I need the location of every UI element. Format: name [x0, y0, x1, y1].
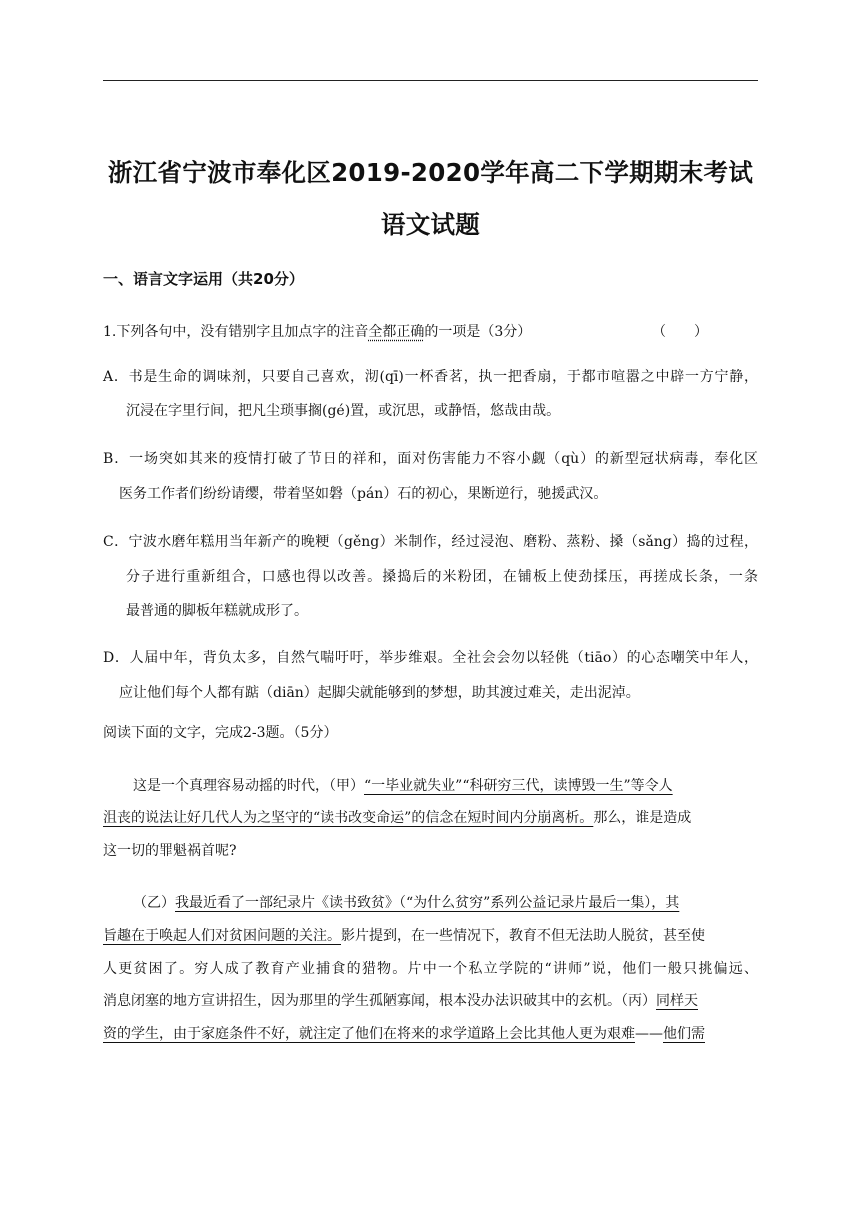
- reading-instructions: 阅读下面的文字，完成2-3题。（5分）: [103, 725, 338, 741]
- option-c-line-1: C．宁波水磨年糕用当年新产的晚粳（gěng）米制作，经过浸泡、磨粉、蒸粉、搡（sǎng）捣的过程，: [103, 534, 758, 550]
- passage-p1-line-1: 这是一个真理容易动摇的时代，（甲）“一毕业就失业”“科研穷三代，读博毁一生”等令人: [133, 778, 673, 794]
- emphasis-dots: 全都正确: [368, 324, 425, 340]
- passage-p2-line-5: 资的学生，由于家庭条件不好，就注定了他们在将来的求学道路上会比其他人更为艰难——他们需: [103, 1026, 705, 1042]
- header-rule: [103, 80, 758, 81]
- passage-p2-line-4: 消息闭塞的地方宣讲招生，因为那里的学生孤陋寡闻，根本没办法识破其中的玄机。（丙）同样天: [103, 993, 698, 1009]
- exam-title: 浙江省宁波市奉化区2019-2020学年高二下学期期末考试: [107, 158, 754, 187]
- option-c-line-2: 分子进行重新组合，口感也得以改善。搡捣后的米粉团，在铺板上使劲揉压，再搓成长条，一条: [126, 569, 758, 585]
- option-c-line-3: 最普通的脚板年糕就成形了。: [126, 603, 308, 619]
- section-heading: 一、语言文字运用（共20分）: [103, 270, 304, 288]
- passage-p2-line-1: （乙）我最近看了一部纪录片《读书致贫》（“为什么贫穷”系列公益记录片最后一集），其: [133, 895, 680, 911]
- passage-p1-line-2: 沮丧的说法让好几代人为之坚守的“读书改变命运”的信念在短时间内分崩离析。那么，谁是造成: [103, 810, 692, 826]
- option-d-line-2: 应让他们每个人都有踮（diān）起脚尖就能够到的梦想，助其渡过难关，走出泥淖。: [119, 685, 640, 701]
- passage-p1-line-3: 这一切的罪魁祸首呢?: [103, 843, 237, 859]
- underlined-sentence-bing: 同样天: [656, 993, 698, 1009]
- question-1-stem: 1.下列各句中，没有错别字且加点字的注音全都正确的一项是（3分）: [103, 324, 532, 340]
- option-a-line-2: 沉浸在字里行间，把凡尘琐事搁(gé)置，或沉思，或静悟，悠哉由哉。: [126, 403, 561, 419]
- option-b-line-1: B．一场突如其来的疫情打破了节日的祥和，面对伤害能力不容小觑（qù）的新型冠状病毒，奉化区: [103, 451, 758, 467]
- answer-blank: （ ）: [652, 324, 708, 340]
- exam-subtitle: 语文试题: [380, 210, 481, 239]
- passage-p2-line-2: 旨趣在于唤起人们对贫困问题的关注。影片提到，在一些情况下，教育不但无法助人脱贫，甚至使: [103, 928, 705, 944]
- underlined-sentence-jia: “一毕业就失业”“科研穷三代，读博毁一生”等令人: [364, 778, 673, 794]
- underlined-sentence-yi: 我最近看了一部纪录片《读书致贫》（“为什么贫穷”系列公益记录片最后一集），其: [175, 895, 680, 911]
- option-a-line-1: A．书是生命的调味剂，只要自己喜欢，沏(qī)一杯香茗，执一把香扇，于都市喧嚣之中辟一方宁静，: [103, 369, 758, 385]
- underlined-sentence-bing-cont: 资的学生，由于家庭条件不好，就注定了他们在将来的求学道路上会比其他人更为艰难: [103, 1026, 635, 1042]
- option-d-line-1: D．人届中年，背负太多，自然气喘吁吁，举步维艰。全社会会勿以轻佻（tiāo）的心态嘲笑中年人，: [103, 650, 758, 666]
- option-b-line-2: 医务工作者们纷纷请缨，带着坚如磐（pán）石的初心，果断逆行，驰援武汉。: [119, 486, 608, 502]
- passage-p2-line-3: 人更贫困了。穷人成了教育产业捕食的猎物。片中一个私立学院的“讲师”说，他们一般只挑偏远、: [103, 961, 758, 977]
- underlined-sentence-jia-cont: 沮丧的说法让好几代人为之坚守的“读书改变命运”的信念在短时间内分崩离析。: [103, 810, 594, 826]
- underlined-sentence-yi-cont: 旨趣在于唤起人们对贫困问题的关注。: [103, 928, 341, 944]
